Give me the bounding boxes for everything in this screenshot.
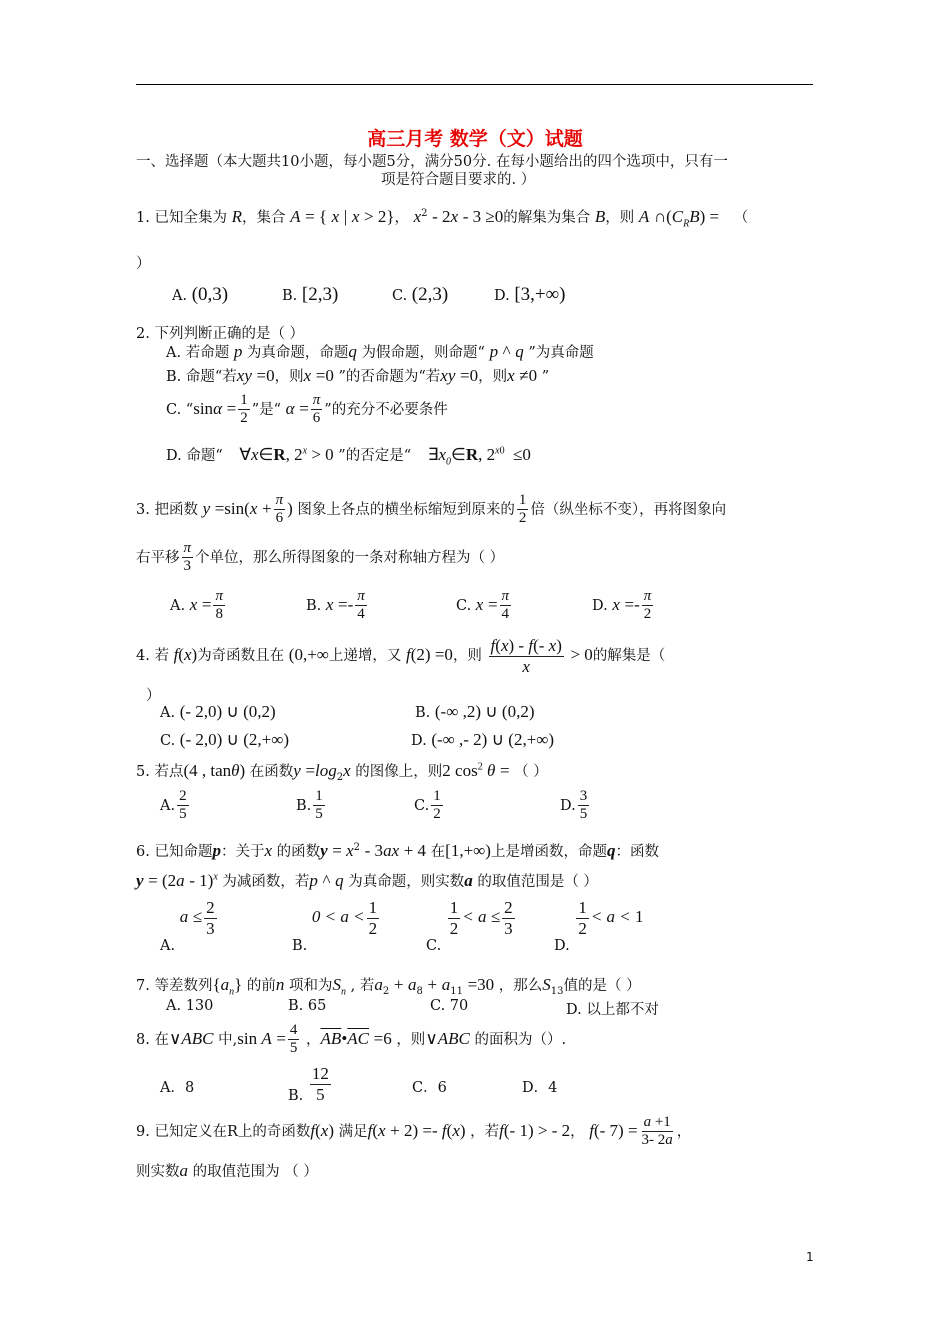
q5-option-b: B. $\frac{1}{5}$ [296, 788, 323, 823]
question-4: 4. 若 f(x)为奇函数且在 (0,+∞上递增，又 f(2) =0，则 $\frac{f(x) - f(- x)}{x}$ > 0的解集是（ [136, 636, 666, 676]
question-1-close: ） [136, 256, 151, 272]
question-8: 8. 在∨ABC 中,sin A = $\frac{4}{5}$ ，$\overline{AB}•\overline{AC} =6$ ，则∨ABC 的面积为（）. [136, 1022, 567, 1057]
question-4-close: ） [146, 688, 161, 704]
q3-option-d: D. x =- $\frac{\pi}{2}$ [592, 588, 652, 623]
question-6: 6. 已知命题p：关于x 的函数$y = x^2 - 3ax + 4$ 在[1,+∞)上是增函数，命题q：函数 [136, 841, 659, 860]
q5-option-c: C. $\frac{1}{2}$ [414, 788, 441, 823]
section-heading-line1: 一、选择题（本大题共10小题，每小题5分，满分50分. 在每小题给出的四个选项中，只有一 [136, 154, 728, 170]
question-2: 2. 下列判断正确的是（ ） [136, 326, 305, 342]
q4-option-b: B. (-∞ ,2) ∪ (0,2) [415, 702, 535, 721]
q8-option-c: C．6 [412, 1080, 447, 1096]
q5-option-a: A. $\frac{2}{5}$ [160, 788, 187, 823]
q5-option-d: D. $\frac{3}{5}$ [560, 788, 588, 823]
q6-option-c: C. $\frac{1}{2}$ < a ≤ $\frac{2}{3}$ [426, 898, 513, 955]
header-rule [136, 84, 813, 85]
q4-option-d: D. (-∞ ,- 2) ∪ (2,+∞) [411, 730, 555, 749]
q2-option-b: B. 命题“若xy =0，则x =0 ”的否命题为“若xy =0，则x ≠0 ” [166, 366, 550, 385]
q4-option-a: A. (- 2,0) ∪ (0,2) [160, 702, 276, 721]
question-3-line2: 右平移 $\frac{\pi}{3}$ 个单位，那么所得图象的一条对称轴方程为（ ） [136, 540, 505, 575]
q1-option-a: A. (0,3) [172, 284, 229, 305]
q8-option-b: B. $\frac{12}{5}$ [288, 1064, 329, 1105]
q1-option-b: B. [2,3) [282, 284, 339, 305]
q1-option-d: D. [3,+∞) [494, 284, 566, 305]
q6-option-d: D. $\frac{1}{2}$ < a < 1 [554, 898, 644, 955]
question-3: 3. 把函数 y =sin(x + $\frac{\pi}{6}$ ) 图象上各点的横坐标缩短到原来的 $\frac{1}{2}$ 倍（纵坐标不变），再将图象向 [136, 492, 727, 527]
question-6-line2: y = (2a - 1)$^x$ 为减函数，若p ^ q 为真命题，则实数a 的取值范围是（ ） [136, 871, 598, 890]
question-7: 7. 等差数列$\{a_n\}$ 的前n 项和为$S_n$ , 若$a_2 + a_8 + a_{11} =30$ ，那么$S_{13}$值的是（ ） [136, 975, 641, 998]
q7-option-c: C. 70 [430, 998, 469, 1014]
page-number: 1 [806, 1250, 814, 1264]
question-5: 5. 若点(4 , tanθ) 在函数$y =\log_2x$ 的图像上，则2 $\cos^2 \theta$ = （ ） [136, 761, 548, 783]
q3-option-b: B. x =- $\frac{\pi}{4}$ [306, 588, 365, 623]
q3-option-a: A. x = $\frac{\pi}{8}$ [170, 588, 223, 623]
q7-option-d: D. 以上都不对 [566, 1002, 659, 1018]
question-1: 1. 已知全集为 R，集合 A = { x | x > 2}， $x^2 - 2x - 3 \ge 0$的解集为集合 B，则 A $\cap(C_RB)$ = （ [136, 207, 749, 230]
q6-option-b: B. 0 < a < $\frac{1}{2}$ [292, 898, 378, 955]
q7-option-b: B. 65 [288, 998, 327, 1014]
q2-option-c: C. “sinα = $\frac{1}{2}$ ”是“ α = $\frac{\pi}{6}$ ”的充分不必要条件 [166, 392, 448, 427]
section-heading-line2: 项是符合题目要求的. ） [381, 172, 536, 188]
question-9-line2: 则实数a 的取值范围为 （ ） [136, 1161, 318, 1180]
q8-option-a: A．8 [160, 1080, 195, 1096]
q2-option-d: D. 命题“ ∀x∈R, $2^x > 0$ ”的否定是“ $\exists x_0\in R$, $2^{x0} \le 0$ [166, 445, 531, 468]
q6-option-a: A. a ≤ $\frac{2}{3}$ [160, 898, 215, 955]
q8-option-d: D．4 [522, 1080, 558, 1096]
q3-option-c: C. x = $\frac{\pi}{4}$ [456, 588, 510, 623]
q1-option-c: C. (2,3) [392, 284, 449, 305]
q7-option-a: A. 130 [166, 998, 214, 1014]
page-title: 高三月考 数学（文）试题 [367, 128, 583, 150]
q2-option-a: A. 若命题 p 为真命题，命题q 为假命题，则命题“ p ^ q ”为真命题 [166, 342, 594, 361]
q4-option-c: C. (- 2,0) ∪ (2,+∞) [160, 730, 290, 749]
question-9: 9. 已知定义在R上的奇函数f(x) 满足f(x + 2) =- f(x) ，若f(- 1) > - 2， f(- 7) = $\frac{a +1}{3- 2a}$ ， [136, 1114, 692, 1149]
